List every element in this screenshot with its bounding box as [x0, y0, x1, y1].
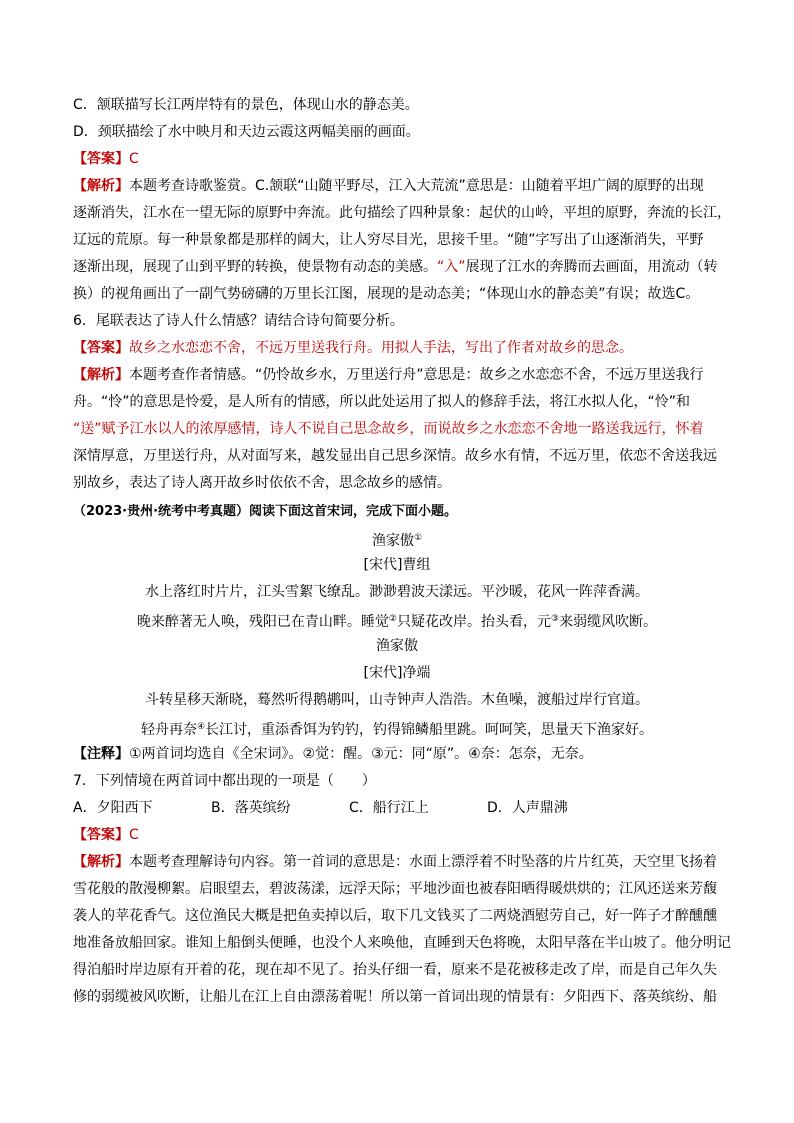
q6-answer: 故乡之水恋恋不舍，不远万里送我行舟。用拟人手法，写出了作者对故乡的思念。	[129, 340, 633, 356]
q5-option-d: D．颈联描绘了水中映月和天边云霞这两幅美丽的画面。	[73, 124, 420, 140]
q7-analysis-line-1	[73, 854, 733, 870]
q5-analysis-line-3: 辽远的荒原。每一种景象都是那样的阔大，让人穷尽目光，思接千里。“随”字写出了山逐渐消失，平野	[73, 232, 704, 248]
q7-option-a: A．夕阳西下	[73, 800, 153, 816]
q7-analysis-line-6: 修的弱缆被风吹断，让船儿在江上自由漂荡着呢！所以第一首词出现的情景有：夕阳西下、落英缤纷、船	[73, 989, 717, 1005]
poem1-author: [宋代]曹组	[363, 557, 431, 573]
q5-analysis-line-5: 换）的视角画出了一副气势磅礴的万里长江图，展现的是动态美；“体现山水的静态美”有误；故选C。	[73, 286, 700, 302]
q5-answer: C	[129, 151, 139, 167]
poem-title: 渔家傲	[371, 533, 414, 549]
notes-line	[73, 746, 733, 762]
q6-analysis-line-4: 深情厚意，万里送行舟，从对面写来，越发显出自己思乡深情。故乡水有情，不远万里，依恋不舍送我远	[73, 448, 717, 464]
q6-analysis-line-2: 舟。“怜”的意思是怜爱，是人所有的情感，所以此处运用了拟人的修辞手法，将江水拟人化，“怜”和	[73, 394, 691, 410]
q7-option-d: D．人声鼎沸	[487, 800, 568, 816]
poem1-line-1: 水上落红时片片，江头雪絮飞缭乱。渺渺碧波天漾远。平沙暖，花风一阵萍香满。	[145, 584, 649, 600]
q7-option-b: B．落英缤纷	[211, 800, 291, 816]
poem-text: 长江讨，重添香饵为钓钓，钓得锦鳞船里跳。呵呵笑，思量天下渔家好。	[205, 722, 654, 738]
q7-answer: C	[129, 827, 139, 843]
poem-text: 来弱缆风吹断。	[559, 614, 658, 630]
q5-analysis-line-2: 逐渐消失，江水在一望无际的原野中奔流。此句描绘了四种景象：起伏的山岭，平坦的原野，奔流的长江，	[73, 205, 731, 221]
poem2-title: 渔家傲	[376, 638, 418, 654]
poem1-title	[0, 530, 794, 549]
notes-text: ①两首词均选自《全宋词》。②觉：醒。③元：同“原”。④奈：怎奈，无奈。	[129, 746, 593, 762]
answer-tag: 【答案】	[73, 151, 129, 167]
poem2-line-1: 斗转星移天渐晓，蓦然听得鹅鹕叫，山寺钟声人浩浩。木鱼噪，渡船过岸行官道。	[145, 692, 649, 708]
q6-analysis-line-1	[73, 367, 733, 383]
q7-analysis-text: 本题考查理解诗句内容。第一首词的意思是：水面上漂浮着不时坠落的片片红英，天空里飞扬着	[129, 854, 717, 870]
note-tag: 【注释】	[73, 746, 129, 762]
poem-text: 轻舟再奈	[140, 722, 197, 738]
q6-analysis-line-5: 别故乡，表达了诗人离开故乡时依依不舍，思念故乡的感情。	[73, 475, 451, 491]
q6-analysis-line-3: “送”赋予江水以人的浓厚感情，诗人不说自己思念故乡，而说故乡之水恋恋不舍地一路送我远行，怀着	[73, 421, 704, 437]
footnote-marker: ④	[196, 722, 206, 732]
q5-analysis-line-4	[73, 259, 733, 275]
q5-analysis-text: 本题考查诗歌鉴赏。C.颔联“山随平野尽，江入大荒流”意思是：山随着平坦广阔的原野的出现	[129, 178, 704, 194]
q6-answer-line	[73, 340, 733, 356]
q5-analysis-text: 逐渐出现，展现了山到平野的转换，使景物有动态的美感。	[73, 259, 437, 275]
poem-text: 晚来醉著无人唤，残阳已在青山畔。睡觉	[136, 614, 389, 630]
q7-analysis-line-3: 袭人的苹花香气。这位渔民大概是把鱼卖掉以后，取下几文钱买了二两烧酒慰劳自己，好一阵子才醉醺醺	[73, 908, 717, 924]
q7-option-c: C．船行江上	[349, 800, 429, 816]
answer-tag: 【答案】	[73, 340, 129, 356]
passage-intro: （2023·贵州·统考中考真题）阅读下面这首宋词，完成下面小题。	[73, 504, 458, 519]
q6-analysis-text: 本题考查作者情感。“仍怜故乡水，万里送行舟”意思是：故乡之水恋恋不舍，不远万里送我行	[129, 367, 704, 383]
analysis-tag: 【解析】	[73, 178, 129, 194]
poem-text: 只疑花改岸。抬头看，元	[397, 614, 551, 630]
q5-option-c: C．颔联描写长江两岸特有的景色，体现山水的静态美。	[73, 97, 419, 113]
q7-answer-line	[73, 827, 733, 843]
footnote-marker: ③	[551, 614, 560, 624]
q7-analysis-line-4: 地准备放船回家。谁知上船倒头便睡，也没个人来唤他，直睡到天色将晚，太阳早落在半山坡了。他分明记	[73, 935, 731, 951]
q5-analysis-highlight: “入”	[437, 259, 466, 275]
footnote-marker: ②	[388, 614, 397, 624]
q7-analysis-line-5: 得泊船时岸边原有开着的花，现在却不见了。抬头仔细一看，原来不是花被移走改了岸，而是自己年久失	[73, 962, 717, 978]
q5-answer-line	[73, 151, 733, 167]
footnote-marker: ①	[413, 533, 423, 543]
analysis-tag: 【解析】	[73, 854, 129, 870]
q7-question: 7．下列情境在两首词中都出现的一项是（ ）	[73, 773, 376, 789]
q5-analysis-text: 展现了江水的奔腾而去画面，用流动（转	[465, 259, 718, 275]
q6-question: 6．尾联表达了诗人什么情感？请结合诗句简要分析。	[73, 313, 404, 329]
poem2-line-2	[0, 719, 794, 738]
poem2-author: [宋代]净端	[363, 665, 431, 681]
q7-analysis-line-2: 雪花般的散漫柳絮。启眼望去，碧波荡漾，远浮天际；平地沙面也被春阳晒得暖烘烘的；江风还送来芳馥	[73, 881, 717, 897]
q5-analysis-line-1	[73, 178, 733, 194]
q7-options	[73, 800, 733, 816]
analysis-tag: 【解析】	[73, 367, 129, 383]
answer-tag: 【答案】	[73, 827, 129, 843]
poem1-line-2	[0, 611, 794, 630]
